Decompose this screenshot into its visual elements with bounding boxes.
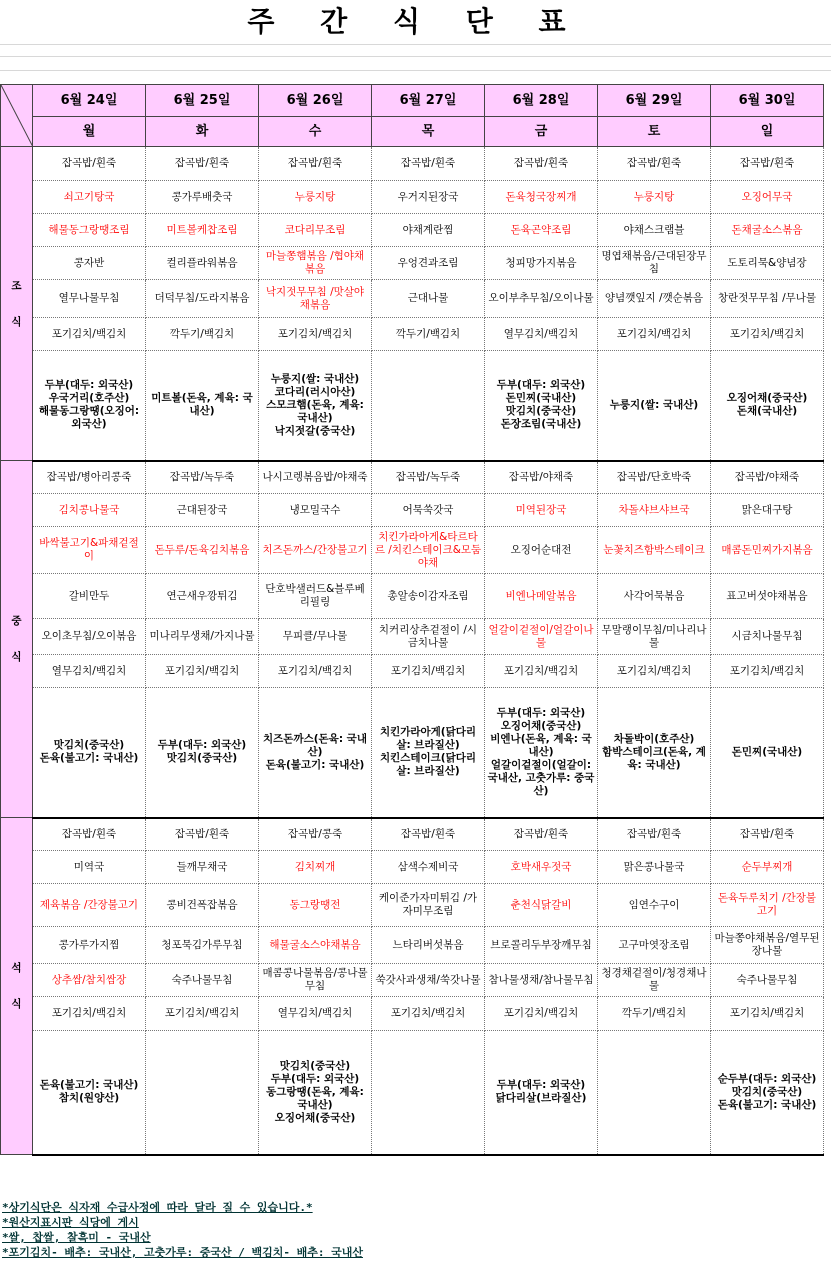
- menu-cell: 포기김치/백김치: [259, 655, 372, 688]
- menu-cell: 잡곡밥/흰죽: [372, 818, 485, 851]
- menu-cell: 돈채굴소스볶음: [711, 214, 824, 247]
- menu-cell: 동그랑땡전: [259, 884, 372, 927]
- menu-cell: 총알송이감자조림: [372, 574, 485, 619]
- menu-row: [1, 318, 824, 351]
- menu-cell: 임연수구이: [598, 884, 711, 927]
- menu-cell: 미역된장국: [485, 494, 598, 527]
- menu-cell: 잡곡밥/흰죽: [146, 818, 259, 851]
- menu-row: [1, 884, 824, 927]
- menu-cell: 고구마엿장조림: [598, 927, 711, 964]
- menu-cell: 근대된장국: [146, 494, 259, 527]
- menu-cell: 포기김치/백김치: [598, 318, 711, 351]
- corner-cell: [1, 85, 33, 147]
- menu-cell: 김치콩나물국: [33, 494, 146, 527]
- menu-cell: 돈두루/돈육김치볶음: [146, 527, 259, 574]
- note-1: *상기식단은 식자재 수급사정에 따라 달라 질 수 있습니다.*: [2, 1201, 313, 1214]
- menu-cell: 명엽채볶음/근대된장무침: [598, 247, 711, 280]
- menu-row: [1, 688, 824, 818]
- meal-label: [1, 147, 33, 461]
- meal-label: [1, 818, 33, 1155]
- meal-label-1: 중: [11, 615, 22, 627]
- menu-cell: 더덕무침/도라지볶음: [146, 280, 259, 318]
- menu-cell: 콩비건폭잡볶음: [146, 884, 259, 927]
- menu-cell: 미나리무생채/가지나물: [146, 619, 259, 655]
- menu-cell: 포기김치/백김치: [146, 655, 259, 688]
- menu-cell: 단호박샐러드&블루베리필링: [259, 574, 372, 619]
- menu-cell: 오이초무침/오이볶음: [33, 619, 146, 655]
- note-3: *쌀, 찹쌀, 찰흑미 - 국내산: [2, 1231, 151, 1244]
- menu-cell: 콩자반: [33, 247, 146, 280]
- meal-label: [1, 461, 33, 818]
- menu-cell: 창란젓무무침 /무나물: [711, 280, 824, 318]
- menu-cell: 치커리상추겉절이 /시금치나물: [372, 619, 485, 655]
- menu-cell: 깍두기/백김치: [146, 318, 259, 351]
- origin-cell: 두부(대두: 외국산) 돈민찌(국내산) 맛김치(중국산) 돈장조림(국내산): [485, 351, 598, 461]
- origin-cell: 두부(대두: 외국산) 맛김치(중국산): [146, 688, 259, 818]
- menu-cell: 치즈돈까스/간장불고기: [259, 527, 372, 574]
- date-header-row: [1, 85, 824, 117]
- menu-cell: 오징어순대전: [485, 527, 598, 574]
- menu-cell: 삼색수제비국: [372, 851, 485, 884]
- origin-cell: 미트볼(돈육, 계육: 국내산): [146, 351, 259, 461]
- menu-row: [1, 1031, 824, 1155]
- menu-cell: 잡곡밥/단호박죽: [598, 461, 711, 494]
- menu-cell: 야채스크램블: [598, 214, 711, 247]
- menu-cell: 오징어무국: [711, 181, 824, 214]
- menu-cell: 근대나물: [372, 280, 485, 318]
- menu-row: [1, 461, 824, 494]
- menu-cell: 오이부추무침/오이나물: [485, 280, 598, 318]
- meal-label-2: 식: [11, 651, 22, 663]
- menu-cell: 포기김치/백김치: [33, 997, 146, 1031]
- menu-cell: 사각어묵볶음: [598, 574, 711, 619]
- sheet-gridline: [0, 70, 831, 71]
- menu-cell: 잡곡밥/흰죽: [711, 818, 824, 851]
- day-header: 금: [485, 117, 598, 147]
- menu-cell: 청피망가지볶음: [485, 247, 598, 280]
- origin-cell: 두부(대두: 외국산) 우국거리(호주산) 해물동그랑땡(오징어: 외국산): [33, 351, 146, 461]
- weekly-menu-table: [0, 84, 824, 1156]
- menu-cell: 잡곡밥/야채죽: [485, 461, 598, 494]
- menu-cell: 청포묵김가루무침: [146, 927, 259, 964]
- menu-cell: 잡곡밥/콩죽: [259, 818, 372, 851]
- menu-row: [1, 351, 824, 461]
- day-header: 수: [259, 117, 372, 147]
- menu-cell: 갈비만두: [33, 574, 146, 619]
- menu-cell: 케이준가자미튀김 /가자미무조림: [372, 884, 485, 927]
- origin-cell: 오징어채(중국산) 돈채(국내산): [711, 351, 824, 461]
- origin-cell: 치즈돈까스(돈육: 국내산) 돈육(불고기: 국내산): [259, 688, 372, 818]
- menu-cell: 나시고렝볶음밥/야채죽: [259, 461, 372, 494]
- menu-cell: 해물동그랑땡조림: [33, 214, 146, 247]
- menu-cell: 도토리묵&양념장: [711, 247, 824, 280]
- note-2: *원산지표시판 식당에 게시: [2, 1216, 139, 1229]
- date-header: 6월 27일: [372, 85, 485, 117]
- menu-cell: 연근새우깡튀김: [146, 574, 259, 619]
- menu-cell: 잡곡밥/야채죽: [711, 461, 824, 494]
- menu-cell: 김치찌개: [259, 851, 372, 884]
- menu-cell: 눈꽃치즈함박스테이크: [598, 527, 711, 574]
- menu-cell: 어묵쑥갓국: [372, 494, 485, 527]
- date-header: 6월 28일: [485, 85, 598, 117]
- meal-label-1: 조: [11, 279, 22, 292]
- menu-cell: 해물굴소스야채볶음: [259, 927, 372, 964]
- menu-cell: 포기김치/백김치: [146, 997, 259, 1031]
- origin-cell: 순두부(대두: 외국산) 맛김치(중국산) 돈육(불고기: 국내산): [711, 1031, 824, 1155]
- menu-cell: 제육볶음 /간장불고기: [33, 884, 146, 927]
- menu-row: [1, 527, 824, 574]
- menu-cell: 잡곡밥/흰죽: [33, 818, 146, 851]
- menu-cell: 미트볼케찹조림: [146, 214, 259, 247]
- date-header: 6월 24일: [33, 85, 146, 117]
- date-header: 6월 26일: [259, 85, 372, 117]
- menu-cell: 잡곡밥/흰죽: [711, 147, 824, 181]
- origin-cell: [598, 1031, 711, 1155]
- menu-cell: 바싹불고기&파채겉절이: [33, 527, 146, 574]
- menu-cell: 매콤돈민찌가지볶음: [711, 527, 824, 574]
- meal-label-2: 식: [11, 315, 22, 328]
- day-header: 월: [33, 117, 146, 147]
- menu-cell: 열무김치/백김치: [485, 318, 598, 351]
- menu-cell: 컬리플라워볶음: [146, 247, 259, 280]
- menu-cell: 포기김치/백김치: [711, 318, 824, 351]
- menu-cell: 포기김치/백김치: [372, 997, 485, 1031]
- menu-cell: 잡곡밥/흰죽: [146, 147, 259, 181]
- menu-cell: 깍두기/백김치: [598, 997, 711, 1031]
- menu-cell: 잡곡밥/병아리콩죽: [33, 461, 146, 494]
- origin-cell: [146, 1031, 259, 1155]
- menu-cell: 포기김치/백김치: [711, 997, 824, 1031]
- menu-row: [1, 574, 824, 619]
- menu-cell: 포기김치/백김치: [259, 318, 372, 351]
- origin-cell: 차돌박이(호주산) 함박스테이크(돈육, 계육: 국내산): [598, 688, 711, 818]
- menu-cell: 청경채겉절이/청경채나물: [598, 964, 711, 997]
- menu-cell: 열무김치/백김치: [33, 655, 146, 688]
- meal-label-2: 식: [11, 998, 22, 1010]
- menu-cell: 코다리무조림: [259, 214, 372, 247]
- menu-cell: 열무나물무침: [33, 280, 146, 318]
- menu-cell: 춘천식닭갈비: [485, 884, 598, 927]
- notes: [2, 1200, 363, 1260]
- menu-row: [1, 964, 824, 997]
- origin-cell: 돈육(불고기: 국내산) 참치(원양산): [33, 1031, 146, 1155]
- menu-cell: 잡곡밥/흰죽: [485, 818, 598, 851]
- menu-row: [1, 927, 824, 964]
- origin-cell: 맛김치(중국산) 돈육(불고기: 국내산): [33, 688, 146, 818]
- day-header: 토: [598, 117, 711, 147]
- origin-cell: 누룽지(쌀: 국내산): [598, 351, 711, 461]
- menu-cell: 낙지젓무무침 /맛살야채볶음: [259, 280, 372, 318]
- menu-cell: 열무김치/백김치: [259, 997, 372, 1031]
- menu-row: [1, 247, 824, 280]
- menu-cell: 누룽지탕: [259, 181, 372, 214]
- menu-cell: 누룽지탕: [598, 181, 711, 214]
- menu-row: [1, 280, 824, 318]
- origin-cell: 치킨가라아게(닭다리살: 브라질산) 치킨스테이크(닭다리살: 브라질산): [372, 688, 485, 818]
- menu-cell: 잡곡밥/흰죽: [259, 147, 372, 181]
- menu-cell: 콩가루가지찜: [33, 927, 146, 964]
- menu-row: [1, 181, 824, 214]
- date-header: 6월 25일: [146, 85, 259, 117]
- menu-cell: 잡곡밥/흰죽: [33, 147, 146, 181]
- menu-row: [1, 214, 824, 247]
- page-title: 주 간 식 단 표: [247, 5, 584, 38]
- menu-cell: 맑은콩나물국: [598, 851, 711, 884]
- origin-cell: 두부(대두: 외국산) 닭다리살(브라질산): [485, 1031, 598, 1155]
- origin-cell: [372, 351, 485, 461]
- menu-row: [1, 818, 824, 851]
- menu-cell: 호박새우젓국: [485, 851, 598, 884]
- menu-cell: 포기김치/백김치: [485, 997, 598, 1031]
- menu-cell: 무말랭이무침/미나리나물: [598, 619, 711, 655]
- menu-row: [1, 851, 824, 884]
- origin-cell: 누룽지(쌀: 국내산) 코다리(러시아산) 스모크햄(돈육, 계육: 국내산) 낙지젓갈(중국산): [259, 351, 372, 461]
- menu-cell: 치킨가라아게&타르타르 /치킨스테이크&모둠야채: [372, 527, 485, 574]
- sheet-gridline: [0, 44, 831, 45]
- menu-cell: 양념깻잎지 /깻순볶음: [598, 280, 711, 318]
- day-header: 일: [711, 117, 824, 147]
- menu-cell: 냉모밀국수: [259, 494, 372, 527]
- menu-cell: 잡곡밥/흰죽: [598, 818, 711, 851]
- menu-cell: 브로콜리두부장깨무침: [485, 927, 598, 964]
- note-4: *포기김치- 배추: 국내산, 고춧가루: 중국산 / 백김치- 배추: 국내산: [2, 1246, 363, 1259]
- meal-label-1: 석: [11, 962, 22, 974]
- menu-row: [1, 494, 824, 527]
- origin-cell: [372, 1031, 485, 1155]
- menu-cell: 매콤콩나물볶음/콩나물무침: [259, 964, 372, 997]
- menu-cell: 비엔나메알볶음: [485, 574, 598, 619]
- menu-cell: 숙주나물무침: [146, 964, 259, 997]
- menu-cell: 잡곡밥/흰죽: [485, 147, 598, 181]
- menu-cell: 포기김치/백김치: [372, 655, 485, 688]
- menu-row: [1, 997, 824, 1031]
- menu-cell: 잡곡밥/흰죽: [598, 147, 711, 181]
- menu-cell: 돈육청국장찌개: [485, 181, 598, 214]
- menu-cell: 얼갈이겉절이/얼갈이나물: [485, 619, 598, 655]
- menu-row: [1, 147, 824, 181]
- menu-cell: 미역국: [33, 851, 146, 884]
- menu-cell: 시금치나물무침: [711, 619, 824, 655]
- menu-cell: 포기김치/백김치: [711, 655, 824, 688]
- menu-cell: 포기김치/백김치: [33, 318, 146, 351]
- date-header: 6월 29일: [598, 85, 711, 117]
- day-header-row: [1, 117, 824, 147]
- menu-cell: 무피클/무나물: [259, 619, 372, 655]
- menu-cell: 잡곡밥/녹두죽: [372, 461, 485, 494]
- menu-cell: 참나물생채/참나물무침: [485, 964, 598, 997]
- menu-cell: 포기김치/백김치: [485, 655, 598, 688]
- day-header: 화: [146, 117, 259, 147]
- origin-cell: 두부(대두: 외국산) 오징어채(중국산) 비엔나(돈육, 계육: 국내산) 얼갈이겉절이(얼갈이: 국내산, 고춧가루: 중국산): [485, 688, 598, 818]
- menu-cell: 돈육두루치기 /간장불고기: [711, 884, 824, 927]
- menu-cell: 순두부찌개: [711, 851, 824, 884]
- menu-cell: 마늘쫑야채볶음/열무된장나물: [711, 927, 824, 964]
- menu-cell: 깍두기/백김치: [372, 318, 485, 351]
- menu-cell: 야채계란찜: [372, 214, 485, 247]
- menu-cell: 쑥갓사과생채/쑥갓나물: [372, 964, 485, 997]
- date-header: 6월 30일: [711, 85, 824, 117]
- menu-cell: 마늘쫑햄볶음 /협야채볶음: [259, 247, 372, 280]
- diagonal-line: [1, 85, 33, 147]
- menu-cell: 맑은대구탕: [711, 494, 824, 527]
- day-header: 목: [372, 117, 485, 147]
- menu-cell: 쇠고기탕국: [33, 181, 146, 214]
- menu-row: [1, 619, 824, 655]
- menu-cell: 우엉견과조림: [372, 247, 485, 280]
- menu-cell: 느타리버섯볶음: [372, 927, 485, 964]
- sheet-gridline: [0, 56, 831, 57]
- menu-cell: 숙주나물무침: [711, 964, 824, 997]
- menu-row: [1, 655, 824, 688]
- menu-cell: 들깨무채국: [146, 851, 259, 884]
- menu-cell: 잡곡밥/흰죽: [372, 147, 485, 181]
- menu-cell: 콩가루배춧국: [146, 181, 259, 214]
- menu-cell: 상추쌈/참치쌈장: [33, 964, 146, 997]
- origin-cell: 맛김치(중국산) 두부(대두: 외국산) 동그랑땡(돈육, 계육: 국내산) 오징어채(중국산): [259, 1031, 372, 1155]
- menu-cell: 우거지된장국: [372, 181, 485, 214]
- menu-cell: 돈육곤약조림: [485, 214, 598, 247]
- menu-cell: 차돌샤브샤브국: [598, 494, 711, 527]
- menu-cell: 표고버섯야채볶음: [711, 574, 824, 619]
- origin-cell: 돈민찌(국내산): [711, 688, 824, 818]
- menu-cell: 잡곡밥/녹두죽: [146, 461, 259, 494]
- menu-cell: 포기김치/백김치: [598, 655, 711, 688]
